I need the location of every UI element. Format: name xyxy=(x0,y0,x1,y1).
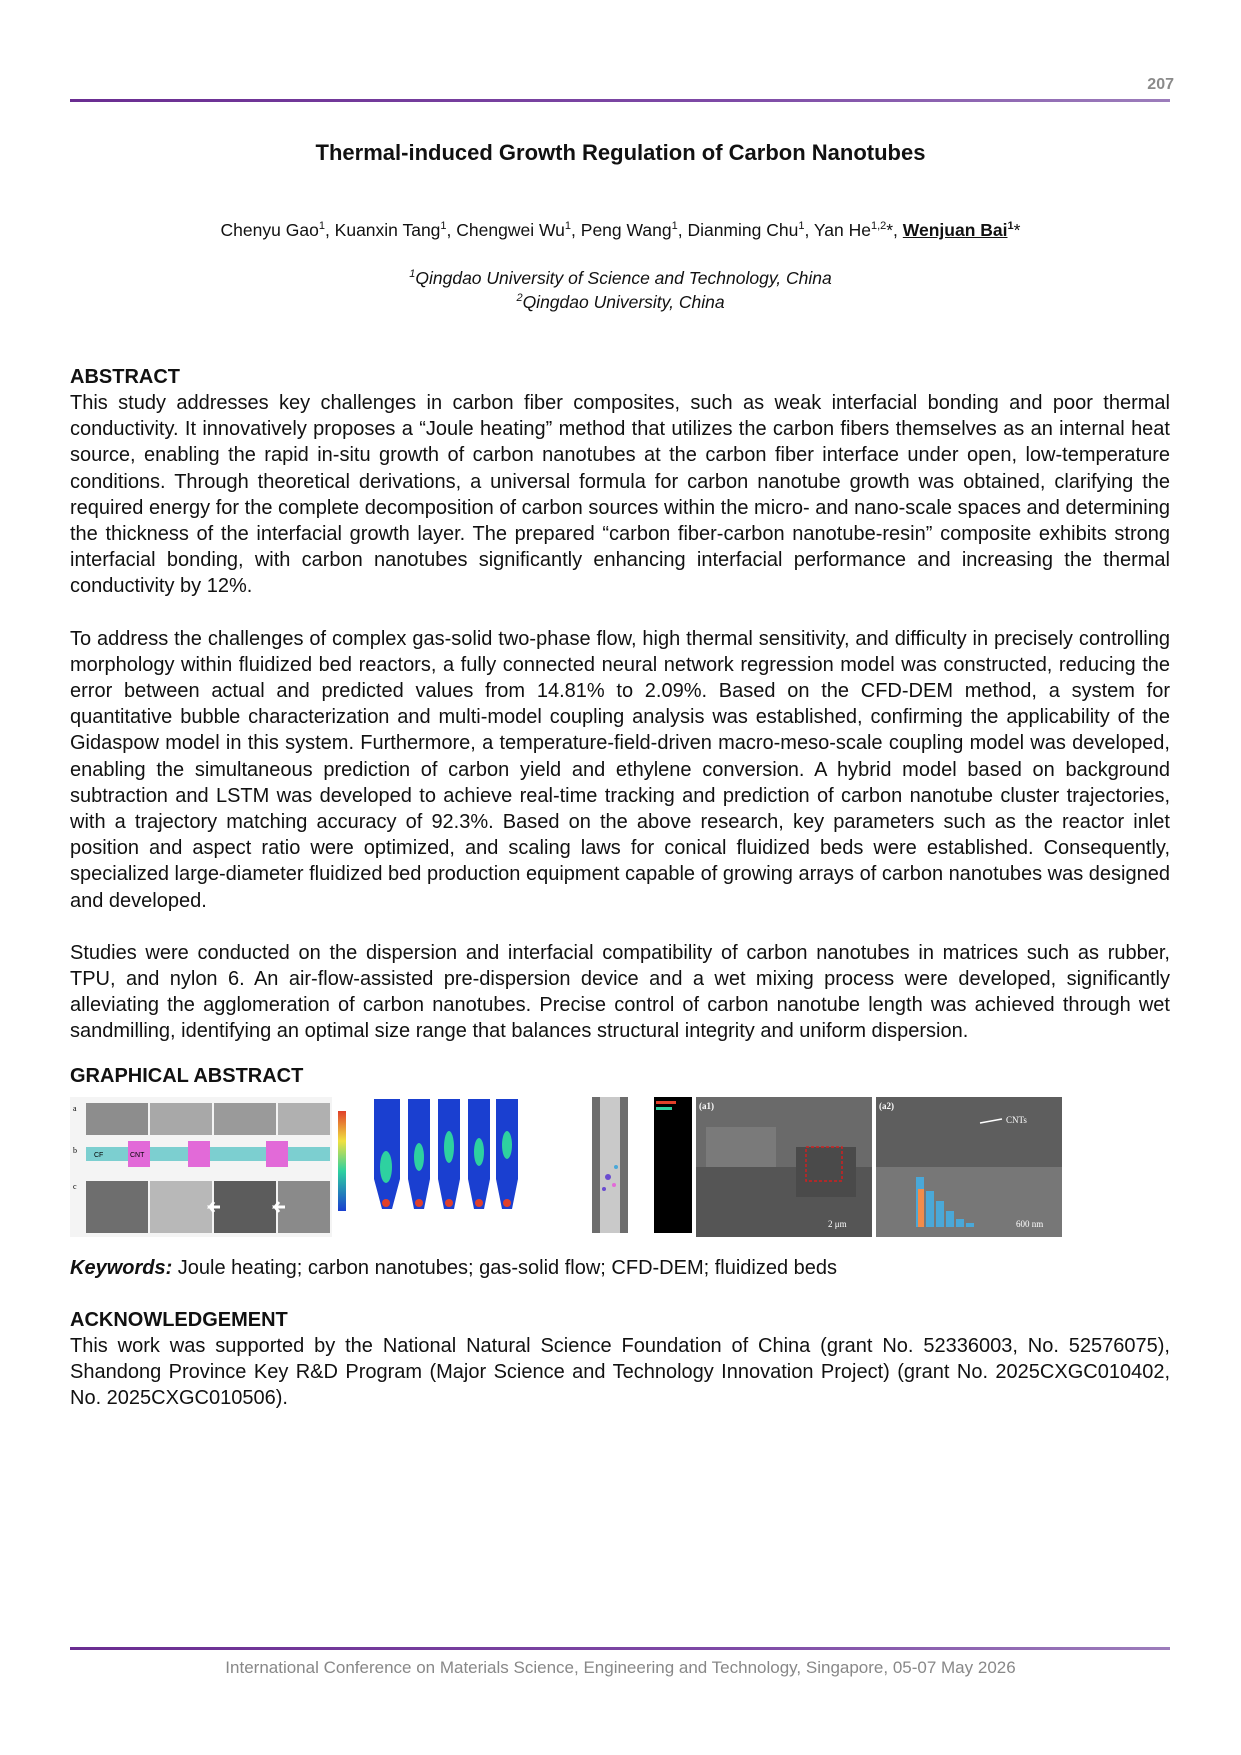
author-name: Chenyu Gao xyxy=(220,220,319,240)
tracking-panel xyxy=(564,1097,694,1237)
graphical-abstract-figure xyxy=(70,1097,1170,1241)
scale-600nm: 600 nm xyxy=(1016,1218,1044,1229)
author-separator: * xyxy=(1013,220,1021,240)
a1-label: (a1) xyxy=(699,1100,714,1111)
footer-rule xyxy=(70,1647,1170,1650)
header-rule xyxy=(70,99,1170,102)
cf-label: CF xyxy=(94,1151,104,1159)
affiliation-2: $^2$Qingdao University, China xyxy=(516,292,725,312)
acknowledgement-text: This work was supported by the National Natural Science Foundation of China (grant No. 52336003, No. 52576075), Shandong Province Key R&D Program (Major Science and Technology Innovation Project) (grant No. 2025CXGC010402, No. 2025CXGC010506). xyxy=(70,1334,1170,1410)
keywords xyxy=(70,1255,1170,1281)
row-a-label: a xyxy=(73,1103,77,1113)
abstract-paragraph-1: This study addresses key challenges in carbon fiber composites, such as weak interfacial bonding and poor thermal conductivity. It innovatively proposes a “Joule heating” method that utilizes the carbon fibers themselves as an internal heat source, enabling the rapid in-situ growth of carbon nanotubes at the carbon fiber interface under open, low-temperature conditions. Through theoretical derivations, a universal formula for carbon nanotube growth was obtained, clarifying the required energy for the complete decomposition of carbon sources within the micro- and nano-scale spaces and determining the thickness of the interfacial growth layer. The prepared “carbon fiber-carbon nanotube-resin” composite exhibits strong interfacial bonding, with carbon nanotubes significantly enhancing interfacial performance and increasing the thermal conductivity by 12%. xyxy=(70,392,1170,598)
main-content xyxy=(70,364,1170,1437)
scale-2um: 2 μm xyxy=(828,1218,847,1229)
page-number: 207 xyxy=(1147,76,1174,93)
author-name: Wenjuan Bai xyxy=(902,220,1008,240)
abstract-paragraph-2: To address the challenges of complex gas-solid two-phase flow, high thermal sensitivity, and difficulty in precisely controlling morphology within fluidized bed reactors, a fully connected neural network regression model was constructed, reducing the error between actual and predicted values from 14.81% to 2.09%. Based on the CFD-DEM method, a system for quantitative bubble characterization and multi-model coupling analysis was established, confirming the applicability of the Gidaspow model in this system. Furthermore, a temperature-field-driven macro-meso-scale coupling model was developed, enabling the simultaneous prediction of carbon yield and ethylene conversion. A hybrid model based on background subtraction and LSTM was developed to achieve real-time tracking and prediction of carbon nanotube cluster trajectories, with a trajectory matching accuracy of 92.3%. Based on the above research, key parameters such as the reactor inlet position and aspect ratio were optimized, and scaling laws for conical fluidized beds were established. Consequently, specialized large-diameter fluidized bed production equipment capable of growing arrays of carbon nanotubes was designed and developed. xyxy=(70,627,1170,912)
author-separator: , xyxy=(446,220,457,240)
cfd-reactor-panel xyxy=(334,1097,524,1237)
abstract-paragraph-3: Studies were conducted on the dispersion and interfacial compatibility of carbon nanotubes in matrices such as rubber, TPU, and nylon 6. An air-flow-assisted pre-dispersion device and a wet mixing process were developed, significantly alleviating the agglomeration of carbon nanotubes. Precise control of carbon nanotube length was achieved through wet sandmilling, identifying an optimal size range that balances structural integrity and uniform dispersion. xyxy=(70,941,1170,1043)
cnts-label: CNTs xyxy=(1006,1114,1027,1125)
author-affiliation-mark: 1 xyxy=(798,220,805,233)
sem-schematic-panel xyxy=(70,1097,332,1237)
author-name: Chengwei Wu xyxy=(456,220,565,240)
abstract-heading: ABSTRACT xyxy=(70,366,180,388)
acknowledgement-heading: ACKNOWLEDGEMENT xyxy=(70,1308,288,1331)
conference-footer: International Conference on Materials Science, Engineering and Technology, Singapore, 05-07 May 2026 xyxy=(225,1658,1016,1677)
sem-a2-panel xyxy=(876,1097,1062,1237)
graphical-abstract-heading: GRAPHICAL ABSTRACT xyxy=(70,1064,304,1087)
author-affiliation-mark: 1 xyxy=(1007,220,1014,233)
paper-title: Thermal-induced Growth Regulation of Carbon Nanotubes xyxy=(315,140,926,165)
author-separator: , xyxy=(677,220,688,240)
a2-label: (a2) xyxy=(879,1100,894,1111)
author-separator: , xyxy=(571,220,581,240)
author-affiliation-mark: 1 xyxy=(318,220,325,233)
author-affiliation-mark: 1 xyxy=(671,220,678,233)
author-separator: *, xyxy=(886,220,903,240)
author-list xyxy=(0,220,1241,241)
author-affiliation-mark: 1 xyxy=(564,220,572,233)
row-b-label: b xyxy=(73,1145,77,1155)
author-affiliation-mark: 1 xyxy=(440,220,447,233)
row-c-label: c xyxy=(73,1181,77,1191)
affiliation-1: $^1$Qingdao University of Science and Technology, China xyxy=(409,268,832,288)
author-name: Dianming Chu xyxy=(687,220,799,240)
author-separator: , xyxy=(324,220,335,240)
cnt-label: CNT xyxy=(130,1151,145,1159)
keywords-text: Joule heating; carbon nanotubes; gas-solid flow; CFD-DEM; fluidized beds xyxy=(172,1256,838,1279)
keywords-label: Keywords: xyxy=(70,1256,173,1279)
author-separator: , xyxy=(804,220,814,240)
sem-a1-panel xyxy=(696,1097,872,1237)
author-affiliation-mark: 1,2 xyxy=(870,220,887,233)
author-name: Peng Wang xyxy=(580,220,672,240)
author-name: Kuanxin Tang xyxy=(334,220,441,240)
author-name: Yan He xyxy=(813,220,871,240)
